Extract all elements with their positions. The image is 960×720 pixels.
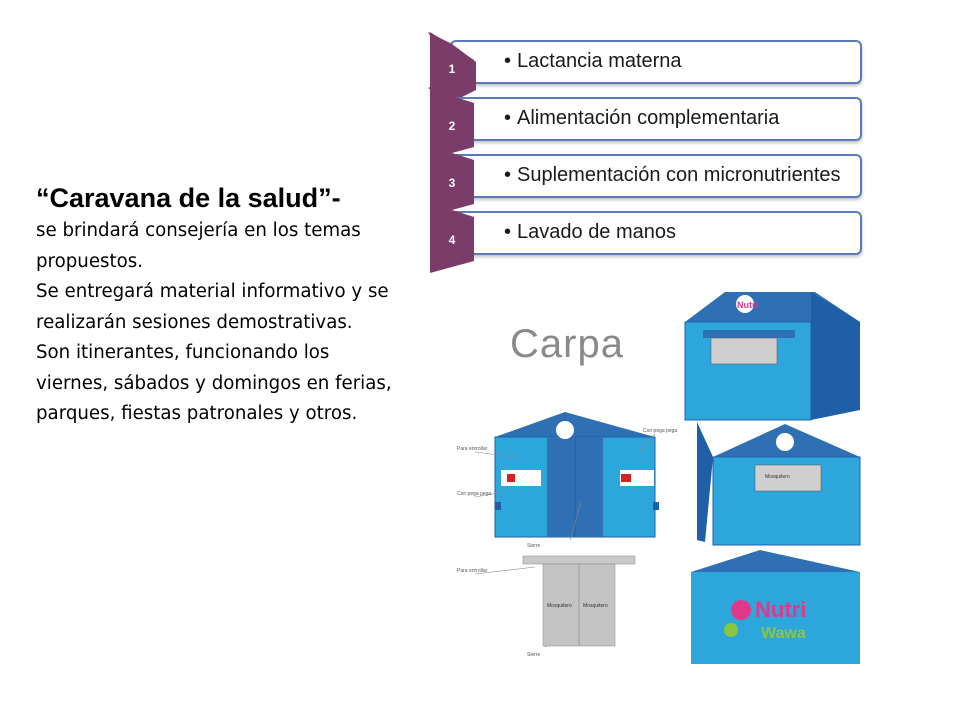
paragraph-3: Son itinerantes, funcionando los viernes, sábados y domingos en ferias, parques, fiestas patronales y otros. — [36, 342, 392, 424]
brand-mini: Nutri — [737, 300, 758, 310]
brand-nutri: Nutri — [755, 597, 807, 622]
mosquito-net-panel — [523, 556, 635, 646]
paragraph-1: se brindará consejería en los temas propuestos. — [36, 220, 361, 272]
topic-label: Suplementación con micronutrientes — [517, 164, 841, 186]
label-para-enrrollar: Para enrrollar — [457, 446, 488, 452]
label-mosquitero-tent: Mosquitero — [765, 474, 790, 480]
topic-item-2 — [428, 95, 862, 141]
topic-box — [450, 211, 862, 255]
topic-label: Alimentación complementaria — [517, 107, 780, 129]
tent-bottom-right — [691, 550, 860, 664]
caravana-title: “Caravana de la salud”- — [36, 183, 341, 213]
description-block — [36, 180, 406, 430]
label-con-pega-pega: Con pega pega — [457, 491, 492, 497]
paragraph-2: Se entregará material informativo y se realizarán sesiones demostrativas. — [36, 281, 389, 333]
label-sierre-2: Sierre — [527, 652, 541, 658]
label-sierre: Sierre — [527, 543, 541, 549]
label-mosquitero-right: Mosquitero — [583, 603, 608, 609]
bullet-icon: • — [504, 164, 512, 186]
topic-item-3 — [428, 152, 862, 198]
label-para-enrrollar-2: Para enrrollar — [457, 568, 488, 574]
topic-number: 4 — [448, 233, 456, 247]
topic-box — [450, 97, 862, 141]
topic-item-4 — [428, 209, 862, 255]
topic-number: 2 — [448, 119, 456, 133]
label-mosquitero-left: Mosquitero — [547, 603, 572, 609]
bullet-icon: • — [504, 50, 512, 72]
topic-box — [450, 154, 862, 198]
tent-top-right — [685, 292, 860, 420]
bullet-icon: • — [504, 107, 512, 129]
tent-middle-right — [697, 422, 860, 545]
topic-item-1 — [428, 38, 862, 84]
tent-front — [495, 412, 659, 537]
topic-number: 3 — [448, 176, 456, 190]
topic-box — [450, 40, 862, 84]
topic-number: 1 — [448, 62, 456, 76]
topic-label: Lavado de manos — [517, 221, 677, 243]
bullet-icon: • — [504, 221, 512, 243]
label-con-pega-pega-2: Con pega pega — [643, 428, 678, 434]
carpa-heading: Carpa — [510, 322, 624, 366]
brand-wawa: Wawa — [761, 625, 806, 642]
topic-label: Lactancia materna — [517, 50, 682, 72]
